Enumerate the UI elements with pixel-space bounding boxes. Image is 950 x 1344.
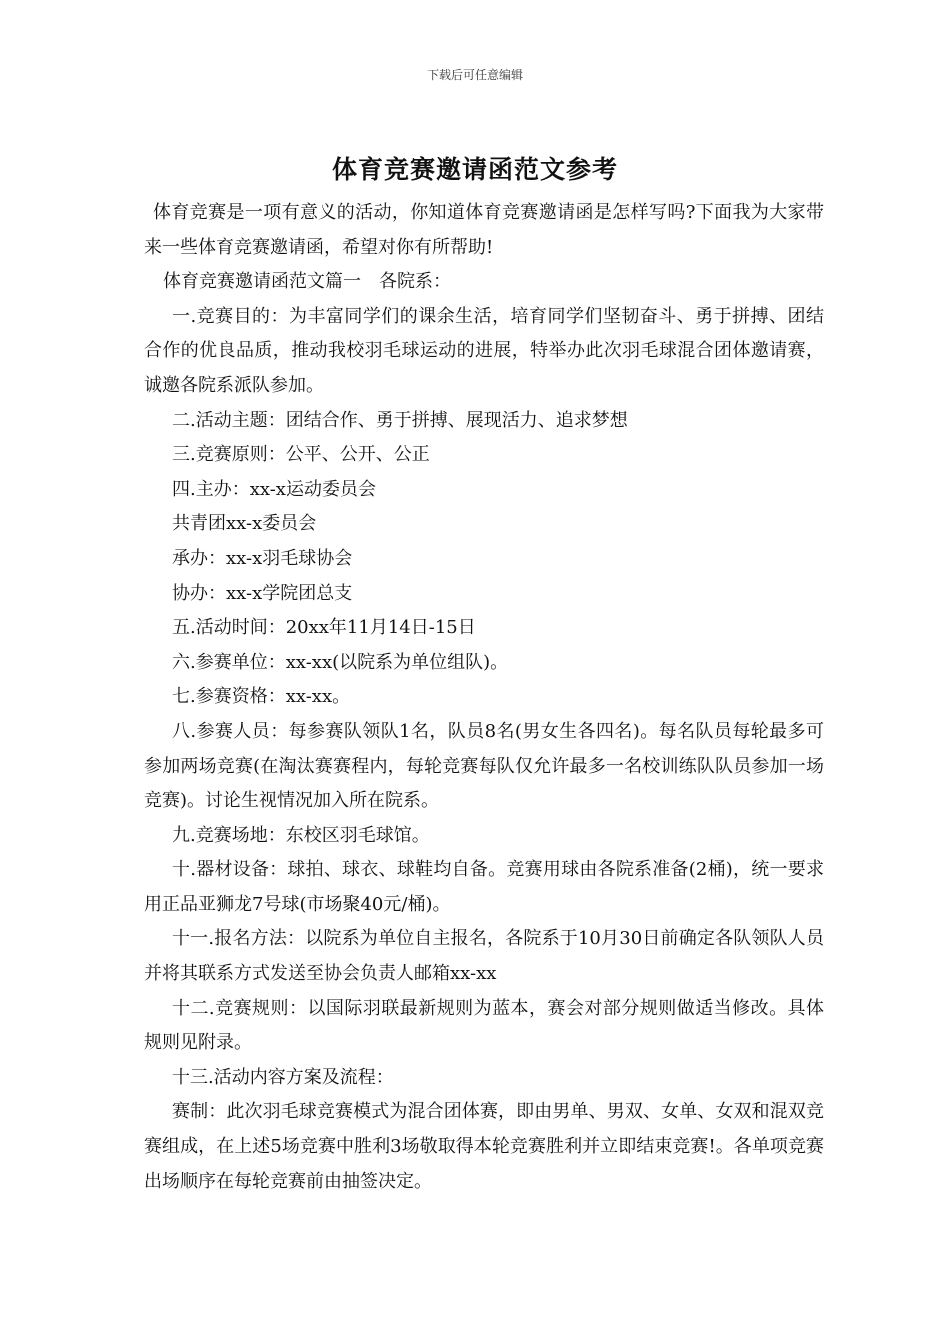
header-note: 下载后可任意编辑 (426, 68, 523, 82)
document-title: 体育竞赛邀请函范文参考 (331, 155, 618, 184)
section-4-host: 四.主办：xx-x运动委员会 (172, 478, 376, 500)
section-4-organizer: 承办：xx-x羽毛球协会 (172, 547, 353, 569)
section-9-venue: 九.竞赛场地：东校区羽毛球馆。 (172, 824, 430, 846)
section-8-participants: 八.参赛人员：每参赛队领队1名，队员8名(男女生各四名)。每名队员每轮最多可参加两场竞赛(在淘汰赛赛程内，每轮竞赛每队仅允许最多一名校训练队队员参加一场竞赛)。讨论生视情况加入所在院系。 (144, 720, 824, 812)
section-10-equipment: 十.器材设备：球拍、球衣、球鞋均自备。竞赛用球由各院系准备(2桶)，统一要求用正品亚狮龙7号球(市场聚40元/桶)。 (144, 859, 824, 915)
section-5-time: 五.活动时间：20xx年11月14日-15日 (172, 617, 476, 639)
section-11-registration: 十一.报名方法：以院系为单位自主报名，各院系于10月30日前确定各队领队人员并将其联系方式发送至协会负责人邮箱xx-xx (144, 928, 824, 985)
section-12-rules: 十二.竞赛规则：以国际羽联最新规则为蓝本，赛会对部分规则做适当修改。具体规则见附录。 (144, 997, 824, 1054)
section-1-purpose: 一.竞赛目的：为丰富同学们的课余生活，培育同学们坚韧奋斗、勇于拼搏、团结合作的优良品质，推动我校羽毛球运动的进展，特举办此次羽毛球混合团体邀请赛，诚邀各院系派队参加。 (144, 305, 824, 396)
section-4-assistant: 协办：xx-x学院团总支 (172, 582, 353, 604)
intro-paragraph: 体育竞赛是一项有意义的活动，你知道体育竞赛邀请函是怎样写吗?下面我为大家带来一些体育竞赛邀请函，希望对你有所帮助! (144, 202, 824, 258)
section-4-co-host: 共青团xx-x委员会 (172, 513, 317, 535)
document-body (144, 196, 824, 1199)
section-2-theme: 二.活动主题：团结合作、勇于拼搏、展现活力、追求梦想 (172, 409, 628, 431)
section-6-units: 六.参赛单位：xx-xx(以院系为单位组队)。 (172, 651, 509, 673)
section-7-qualification: 七.参赛资格：xx-xx。 (172, 686, 351, 708)
section-13-program: 十三.活动内容方案及流程： (172, 1066, 394, 1088)
section-3-principle: 三.竞赛原则：公平、公开、公正 (172, 444, 430, 466)
salutation-paragraph: 体育竞赛邀请函范文篇一 各院系： (163, 271, 451, 293)
competition-format-paragraph: 赛制：此次羽毛球竞赛模式为混合团体赛，即由男单、男双、女单、女双和混双竞赛组成，在上述5场竞赛中胜利3场敬取得本轮竞赛胜利并立即结束竞赛!。各单项竞赛出场顺序在每轮竞赛前由抽签决定。 (144, 1101, 824, 1192)
